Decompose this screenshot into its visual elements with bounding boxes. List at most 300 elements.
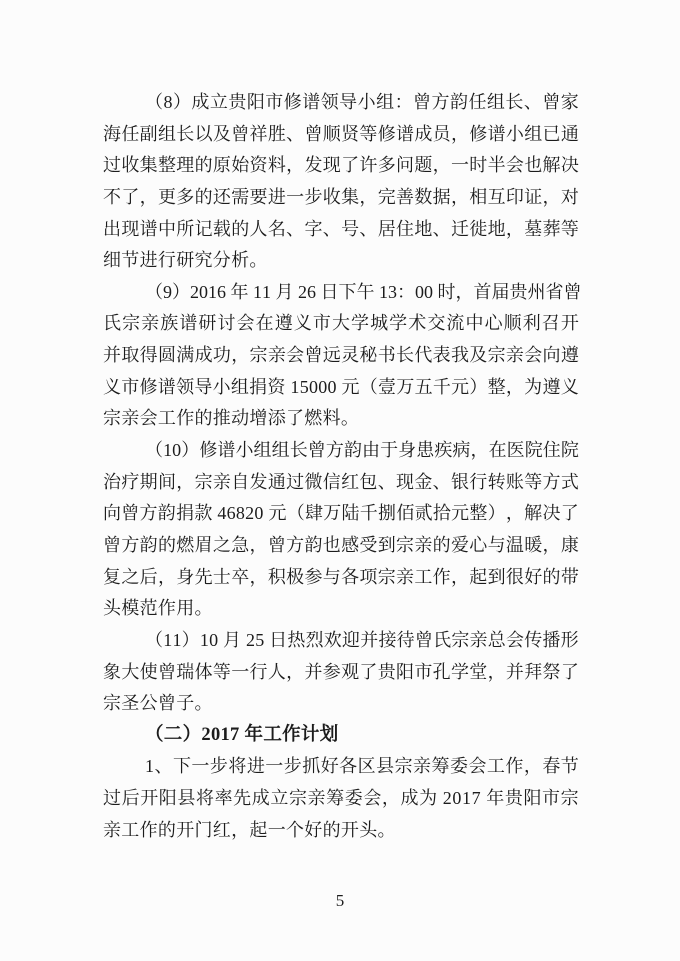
text-char: 名 (267, 218, 286, 239)
text-char: 遵 (274, 313, 293, 334)
text-line (103, 150, 579, 182)
text-char: 亲 (212, 471, 231, 492)
text-char: 将 (195, 788, 214, 809)
text-line (103, 372, 579, 404)
text-char: 阳 (158, 788, 177, 809)
text-char: 、 (286, 123, 305, 144)
text-char: 红 (341, 471, 360, 492)
text-char: 1 (461, 788, 471, 809)
text-char (438, 783, 443, 815)
text-char: 观 (341, 661, 360, 682)
text-char: 年 (230, 281, 249, 302)
text-char: 自 (231, 471, 250, 492)
text-char: 墓 (524, 218, 543, 239)
text-char: 微 (304, 471, 323, 492)
text-char: 现 (322, 155, 341, 176)
text-char: 堂 (469, 661, 488, 682)
text-char: 捐 (176, 503, 195, 524)
text-char: （ (286, 503, 305, 524)
text-char: 患 (416, 440, 435, 461)
text-char: 方 (325, 440, 344, 461)
text-char: 葬 (542, 218, 561, 239)
text-char: 、 (322, 218, 341, 239)
text-char: 行 (469, 471, 488, 492)
text-char: 捐 (249, 376, 268, 397)
text-char: ， (542, 534, 561, 555)
text-char: 组 (157, 123, 176, 144)
text-char: 整 (157, 155, 176, 176)
text-char: 现 (121, 218, 140, 239)
text-char: ） (172, 92, 191, 112)
text-line: （二）2017 年工作计划 (145, 724, 339, 745)
text-char: 过 (103, 788, 121, 809)
text-char: 好 (320, 756, 339, 777)
text-char: 发 (249, 471, 268, 492)
text-char: 方 (139, 503, 158, 524)
text-char: 成 (400, 788, 419, 809)
paragraph-item-11 (103, 625, 579, 720)
text-char: 曾 (542, 92, 561, 112)
text-char: 月 (275, 281, 294, 302)
text-char: 信 (322, 471, 341, 492)
text-char: 筹 (326, 788, 345, 809)
text-char: ， (505, 376, 524, 397)
text-char: 亲 (267, 345, 286, 366)
text-char: 成 (191, 92, 210, 112)
text-char: 族 (160, 313, 179, 334)
text-char: 万 (323, 503, 342, 524)
text-char: 宗 (194, 471, 213, 492)
text-char: 康 (560, 534, 579, 555)
text-char: 身 (176, 566, 195, 587)
text-char: 任 (121, 123, 140, 144)
text-char: 、 (523, 92, 542, 112)
text-char: 一 (191, 756, 210, 777)
text-char: 0 (254, 503, 264, 524)
text-char: 学 (450, 661, 469, 682)
text-char: 下 (338, 281, 357, 302)
text-char: 院 (524, 440, 543, 461)
text-char: 中 (465, 313, 484, 334)
text-char: 还 (212, 186, 231, 207)
text-char: 宗 (377, 566, 396, 587)
text-line (103, 498, 579, 530)
text-char: 资 (267, 376, 286, 397)
text-char: 欢 (323, 629, 342, 650)
text-char: 万 (396, 376, 415, 397)
text-char: 肆 (304, 503, 323, 524)
text-char: 会 (468, 756, 487, 777)
text-char: 市 (542, 788, 561, 809)
text-char: 曾 (267, 534, 286, 555)
text-char: 的 (432, 534, 451, 555)
text-char: 并 (505, 661, 524, 682)
text-char: 州 (527, 281, 546, 302)
text-char: ： (394, 92, 413, 112)
text-char: 胜 (267, 123, 286, 144)
text-char: 病 (452, 440, 471, 461)
text-char: 率 (214, 788, 233, 809)
text-char: 韵 (304, 534, 323, 555)
text-char: 出 (103, 218, 121, 239)
text-line (103, 562, 579, 594)
text-char: 号 (341, 218, 360, 239)
text-char: ， (470, 440, 489, 461)
text-char: 一 (231, 661, 250, 682)
text-char: 象 (103, 661, 121, 682)
text-char: 账 (505, 471, 524, 492)
text-char: 曾 (304, 123, 323, 144)
text-char: 节 (560, 756, 579, 777)
text-char: 待 (396, 629, 415, 650)
text-char: （ (145, 629, 163, 650)
text-char: 日 (320, 281, 339, 302)
text-char: 会 (505, 155, 524, 176)
text-char: 立 (270, 788, 289, 809)
text-char: 相 (469, 186, 488, 207)
text-char: 曾 (103, 534, 121, 555)
text-char: 迁 (450, 218, 469, 239)
text-char: 抓 (302, 756, 321, 777)
text-char: 解 (542, 155, 561, 176)
text-char: 得 (139, 345, 158, 366)
text-char: 急 (231, 534, 250, 555)
text-char: 起 (469, 566, 488, 587)
text-char: 银 (450, 471, 469, 492)
text-char: 记 (194, 218, 213, 239)
text-line: 宗圣公曾子。 (103, 693, 213, 714)
text-char: 包 (359, 471, 378, 492)
text-char: 中 (157, 218, 176, 239)
text-char: 方 (431, 92, 450, 112)
text-char: 方 (286, 534, 305, 555)
text-char: 0 (318, 376, 328, 397)
text-char: ， (286, 155, 305, 176)
paragraph-item-9 (103, 277, 582, 435)
text-char: 9 (163, 281, 172, 302)
text-char: 烈 (305, 629, 324, 650)
text-char: 1 (163, 629, 173, 650)
text-char: 亲 (505, 345, 524, 366)
text-char: 亲 (141, 313, 160, 334)
text-char: 韵 (343, 440, 362, 461)
text-char: 成 (414, 123, 433, 144)
text-char: ） (181, 440, 200, 461)
text-char: 6 (307, 281, 316, 302)
text-char: 义 (103, 376, 121, 397)
text-char: 各 (341, 566, 360, 587)
text-line (103, 182, 579, 214)
text-char: 整 (487, 376, 506, 397)
text-char: 心 (469, 534, 488, 555)
text-char: 作 (432, 566, 451, 587)
text-char: 行 (249, 661, 268, 682)
text-char: 已 (542, 123, 561, 144)
text-char: 月 (223, 629, 242, 650)
text-char: 进 (267, 186, 286, 207)
text-char: 日 (269, 629, 288, 650)
text-char: 3 (388, 281, 397, 302)
text-char: 许 (359, 155, 378, 176)
text-char: 组 (376, 92, 395, 112)
text-char: 组 (486, 92, 505, 112)
text-line (103, 467, 579, 499)
text-char: 元 (268, 503, 287, 524)
text-char: 项 (359, 566, 378, 587)
text-char: 宗 (288, 788, 307, 809)
text-char: 疗 (121, 471, 140, 492)
text-char: 拾 (432, 503, 451, 524)
text-char: 对 (560, 186, 579, 207)
text-char: （ (145, 281, 163, 302)
text-char: 多 (377, 155, 396, 176)
text-char: 各 (339, 756, 358, 777)
text-char: 贵 (509, 281, 528, 302)
text-char: 2 (245, 629, 255, 650)
text-char: 8 (163, 92, 173, 112)
text-char: 顺 (322, 123, 341, 144)
text-char: ， (176, 471, 195, 492)
text-char: 副 (139, 123, 158, 144)
text-char: 收 (121, 155, 140, 176)
text-char: 善 (396, 186, 414, 207)
text-char: 款 (194, 503, 213, 524)
text-char: 筹 (431, 756, 450, 777)
text-char: 1 (290, 376, 300, 397)
text-char: ， (249, 534, 268, 555)
text-char: 家 (560, 92, 579, 112)
text-char: 我 (450, 345, 469, 366)
text-char: 义 (560, 376, 579, 397)
text-char: 2 (190, 281, 199, 302)
text-char: 0 (424, 281, 433, 302)
text-char: ， (231, 345, 250, 366)
text-char: 贤 (341, 123, 360, 144)
text-char: 6 (217, 281, 226, 302)
text-char: 义 (293, 313, 312, 334)
text-char: 需 (231, 186, 250, 207)
text-char: 佰 (396, 503, 415, 524)
text-char: 开 (140, 788, 159, 809)
text-char: 1 (172, 629, 182, 650)
text-char: 的 (542, 566, 561, 587)
text-char: 亲 (413, 756, 432, 777)
text-char: 据 (432, 186, 451, 207)
text-char: 员 (432, 123, 451, 144)
text-char: 1 (163, 440, 173, 461)
text-char: 住 (542, 440, 561, 461)
text-char: 及 (469, 345, 488, 366)
text-char: 要 (249, 186, 268, 207)
text-char: 徙 (469, 218, 488, 239)
text-char: 任 (468, 92, 487, 112)
text-char: 等 (212, 661, 231, 682)
text-char: 市 (414, 661, 433, 682)
text-char: 韵 (139, 534, 158, 555)
text-char: 及 (212, 123, 231, 144)
text-char: 亲 (396, 566, 414, 587)
text-char: 0 (415, 281, 424, 302)
text-char: 等 (524, 471, 543, 492)
text-char: 召 (541, 313, 560, 334)
text-char: 工 (414, 566, 433, 587)
text-char: 决 (560, 155, 579, 176)
text-char: 参 (304, 566, 323, 587)
text-char: 金 (414, 471, 433, 492)
text-char: 谱 (396, 123, 414, 144)
text-char: 会 (286, 345, 305, 366)
paragraph-plan-1 (103, 751, 579, 846)
text-char: 流 (446, 313, 465, 334)
text-char: 等 (359, 123, 378, 144)
text-char: 书 (377, 345, 396, 366)
text-char: 极 (286, 566, 305, 587)
text-char: 证 (524, 186, 543, 207)
text-char: 通 (267, 471, 286, 492)
text-char: ， (505, 503, 524, 524)
text-char: 曾 (307, 440, 326, 461)
text-char: （ (145, 92, 163, 112)
text-char: 的 (231, 218, 250, 239)
text-char: 市 (121, 376, 140, 397)
text-char: 在 (488, 440, 507, 461)
text-char: 好 (524, 566, 543, 587)
text-char: 半 (487, 155, 506, 176)
text-char: 使 (139, 661, 158, 682)
text-char: 祥 (249, 123, 268, 144)
text-char: 曾 (304, 345, 323, 366)
text-char: 长 (176, 123, 195, 144)
text-char: 转 (487, 471, 506, 492)
text-char: 曾 (413, 92, 432, 112)
text-char: 谱 (487, 123, 506, 144)
text-char: ） (181, 629, 200, 650)
text-char: 形 (560, 629, 579, 650)
text-char: 暖 (524, 534, 543, 555)
text-char: 贵 (228, 92, 247, 112)
text-char: 疾 (434, 440, 453, 461)
text-char: 小 (212, 376, 231, 397)
text-char: 长 (396, 345, 414, 366)
text-char: 卒 (231, 566, 250, 587)
text-char: ， (487, 661, 506, 682)
text-line: 亲工作的开门红，起一个好的开头。 (103, 819, 396, 840)
text-line (103, 87, 579, 119)
text-char: 居 (377, 218, 396, 239)
text-char: 氏 (103, 313, 121, 334)
text-char: 收 (322, 186, 341, 207)
text-char: 向 (103, 503, 121, 524)
text-char: 、 (154, 756, 173, 777)
text-char: 等 (560, 218, 579, 239)
text-char: ， (432, 155, 451, 176)
text-char: 地 (487, 218, 506, 239)
text-char: 表 (432, 345, 451, 366)
text-char: 医 (506, 440, 525, 461)
text-char: 所 (176, 218, 195, 239)
text-char: 人 (267, 661, 286, 682)
text-char: 传 (524, 629, 543, 650)
text-char: 祭 (542, 661, 561, 682)
text-char: 遵 (542, 376, 561, 397)
text-char: 带 (560, 566, 579, 587)
text-char: 4 (217, 503, 227, 524)
text-char: 修 (199, 440, 218, 461)
text-char: ， (157, 566, 176, 587)
text-char: 县 (376, 756, 395, 777)
text-char: 区 (357, 756, 376, 777)
text-char: 接 (378, 629, 397, 650)
text-line (103, 119, 579, 151)
text-char: 曾 (414, 629, 433, 650)
text-char: 韵 (449, 92, 468, 112)
text-char: 成 (251, 788, 270, 809)
text-char: 先 (194, 566, 213, 587)
text-char: 2 (442, 788, 452, 809)
text-char: 进 (246, 756, 265, 777)
text-char: 1 (199, 629, 209, 650)
text-char: 陆 (341, 503, 360, 524)
text-char: 阳 (246, 92, 265, 112)
text-char: ） (487, 503, 506, 524)
text-char: 数 (414, 186, 433, 207)
text-line: 宗亲会工作的推动增添了燃料。 (103, 408, 360, 429)
text-char: 积 (267, 566, 286, 587)
text-char: ， (542, 186, 561, 207)
text-char: 资 (249, 155, 268, 176)
text-char: 了 (341, 155, 360, 176)
text-char: 5 (299, 376, 309, 397)
text-char: 式 (560, 471, 579, 492)
text-char: 曾 (231, 123, 250, 144)
text-char: 一 (286, 186, 305, 207)
text-char: 问 (396, 155, 414, 176)
text-char: 代 (414, 345, 433, 366)
text-char: 学 (351, 313, 370, 334)
text-char: 小 (505, 123, 524, 144)
text-char: 工 (486, 756, 505, 777)
text-char: 组 (253, 440, 272, 461)
text-char: 修 (139, 376, 158, 397)
text-char: 宗 (394, 756, 413, 777)
text-char: 不 (103, 186, 121, 207)
text-char: 院 (560, 440, 579, 461)
text-char: 满 (176, 345, 195, 366)
text-char: 下 (172, 756, 191, 777)
text-char: 受 (359, 534, 378, 555)
text-char: 更 (157, 186, 176, 207)
text-char: 步 (209, 756, 228, 777)
text-char: 复 (103, 566, 121, 587)
text-char: 原 (212, 155, 231, 176)
text-char: 感 (341, 534, 360, 555)
text-char: 多 (176, 186, 195, 207)
text-char: 谱 (302, 92, 321, 112)
text-char: 体 (194, 661, 213, 682)
text-char: 立 (209, 92, 228, 112)
text-char: 8 (235, 503, 245, 524)
text-char: 领 (320, 92, 339, 112)
text-char: 步 (283, 756, 302, 777)
text-line (103, 277, 582, 309)
text-char: 曾 (157, 661, 176, 682)
text-char: （ (359, 376, 378, 397)
text-char: 在 (255, 313, 274, 334)
text-char: 作 (505, 756, 524, 777)
text-char: 与 (487, 534, 506, 555)
text-line (103, 625, 579, 657)
text-char: ， (450, 123, 469, 144)
